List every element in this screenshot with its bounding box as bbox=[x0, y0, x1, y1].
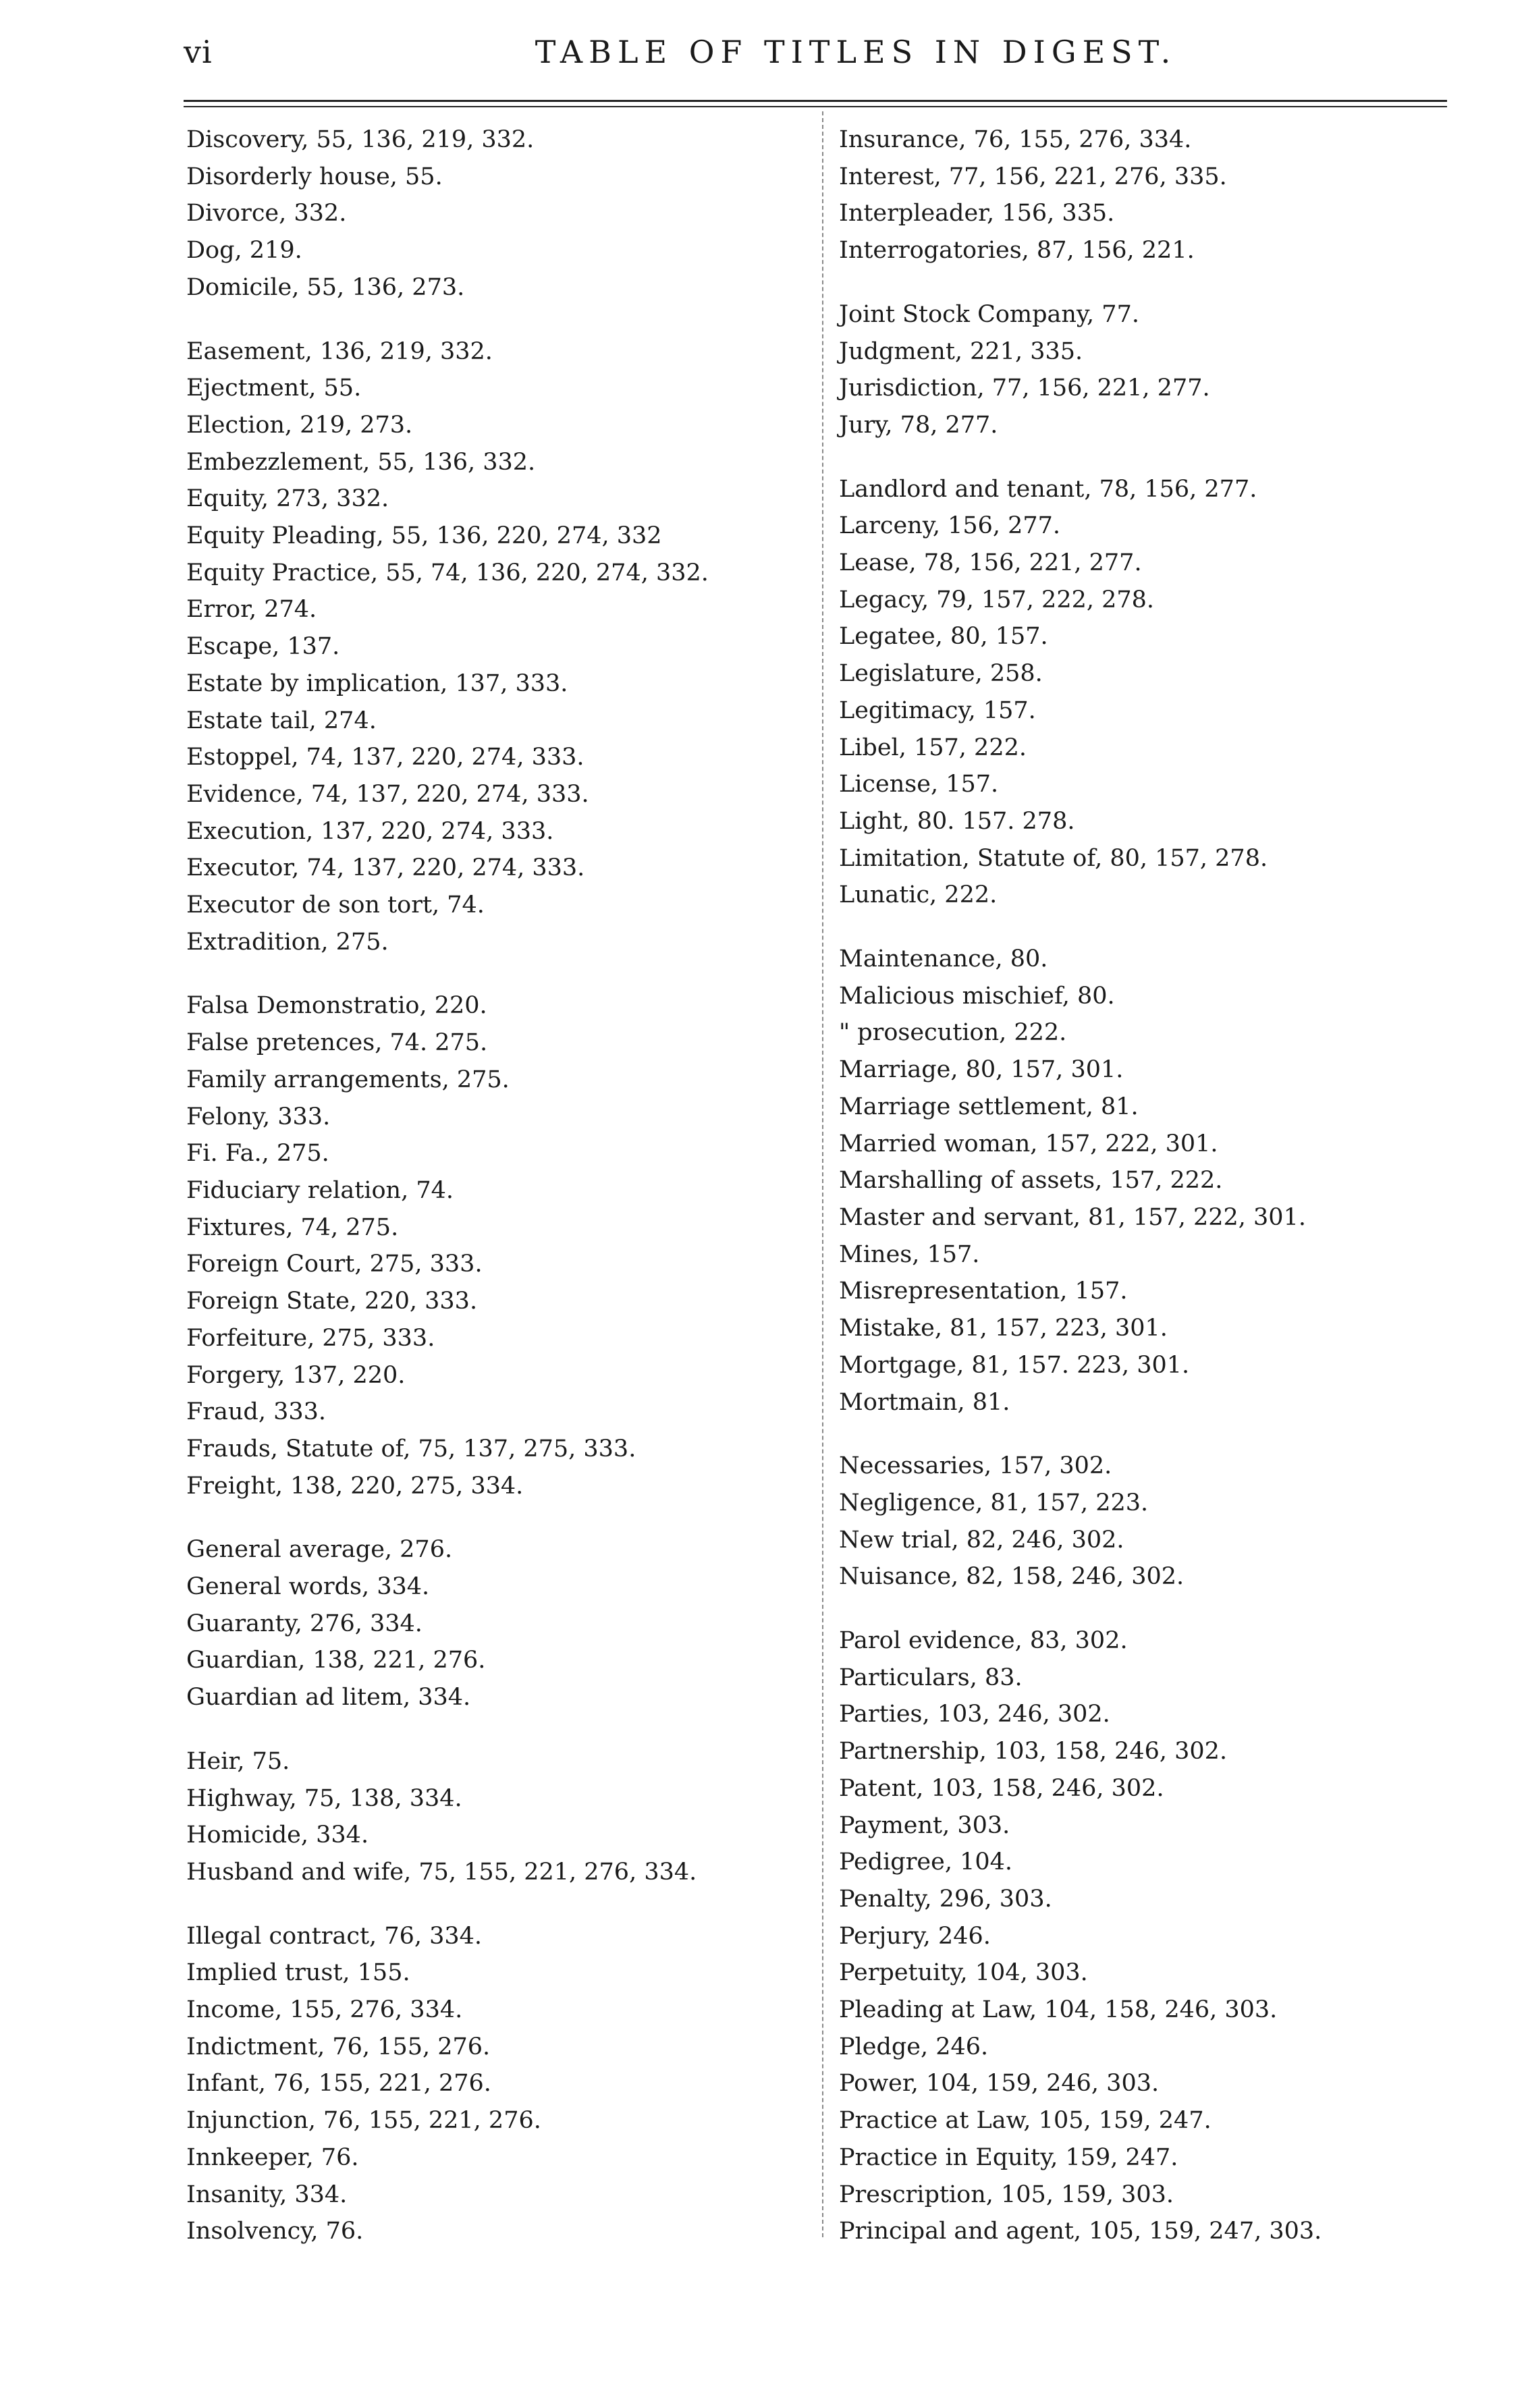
index-entry: Legitimacy, 157. bbox=[839, 696, 1036, 724]
index-entry: Legatee, 80, 157. bbox=[839, 623, 1048, 651]
index-entry: Maintenance, 80. bbox=[839, 946, 1048, 973]
index-entry: Homicide, 334. bbox=[186, 1822, 369, 1849]
index-entry: Principal and agent, 105, 159, 247, 303. bbox=[839, 2218, 1322, 2245]
index-group bbox=[839, 1448, 1446, 1595]
page-number: vi bbox=[184, 34, 213, 70]
index-group bbox=[186, 1743, 794, 1891]
index-entry: Family arrangements, 275. bbox=[186, 1066, 510, 1093]
index-entry: Embezzlement, 55, 136, 332. bbox=[186, 448, 536, 476]
index-entry: Limitation, Statute of, 80, 157, 278. bbox=[839, 844, 1268, 872]
index-entry: Necessaries, 157, 302. bbox=[839, 1452, 1112, 1480]
index-entry: Insolvency, 76. bbox=[186, 2218, 364, 2245]
index-entry: Discovery, 55, 136, 219, 332. bbox=[186, 126, 535, 153]
index-entry: Divorce, 332. bbox=[186, 200, 347, 227]
index-entry: Misrepresentation, 157. bbox=[839, 1278, 1128, 1305]
index-entry: Error, 274. bbox=[186, 596, 317, 624]
index-entry: Equity Practice, 55, 74, 136, 220, 274, 332. bbox=[186, 559, 709, 586]
index-entry: General words, 334. bbox=[186, 1573, 430, 1601]
header-rule bbox=[184, 100, 1447, 102]
index-entry: Partnership, 103, 158, 246, 302. bbox=[839, 1738, 1228, 1766]
index-entry: Perpetuity, 104, 303. bbox=[839, 1959, 1088, 1987]
index-entry: Pedigree, 104. bbox=[839, 1849, 1013, 1876]
index-entry: Interest, 77, 156, 221, 276, 335. bbox=[839, 163, 1227, 190]
index-entry: Power, 104, 159, 246, 303. bbox=[839, 2070, 1160, 2098]
index-entry: General average, 276. bbox=[186, 1536, 453, 1564]
index-entry: Practice in Equity, 159, 247. bbox=[839, 2143, 1178, 2171]
index-entry: Disorderly house, 55. bbox=[186, 163, 443, 190]
index-entry: Innkeeper, 76. bbox=[186, 2143, 359, 2171]
index-entry: Parties, 103, 246, 302. bbox=[839, 1701, 1110, 1728]
index-entry: License, 157. bbox=[839, 771, 999, 798]
index-group bbox=[186, 1531, 794, 1716]
index-entry: Negligence, 81, 157, 223. bbox=[839, 1489, 1149, 1516]
index-group bbox=[839, 471, 1446, 914]
index-entry: Legislature, 258. bbox=[839, 660, 1043, 688]
page-header bbox=[184, 34, 1447, 81]
index-entry: Married woman, 157, 222, 301. bbox=[839, 1130, 1218, 1157]
index-entry: Ejectment, 55. bbox=[186, 375, 362, 402]
index-entry: Foreign Court, 275, 333. bbox=[186, 1251, 483, 1278]
index-group bbox=[839, 296, 1446, 444]
index-entry: Judgment, 221, 335. bbox=[839, 337, 1083, 365]
index-entry: Payment, 303. bbox=[839, 1811, 1010, 1839]
index-entry: Marriage, 80, 157, 301. bbox=[839, 1056, 1124, 1084]
index-entry: Escape, 137. bbox=[186, 633, 340, 661]
index-entry: Mistake, 81, 157, 223, 301. bbox=[839, 1315, 1168, 1342]
index-entry: False pretences, 74. 275. bbox=[186, 1029, 488, 1057]
index-entry: Master and servant, 81, 157, 222, 301. bbox=[839, 1203, 1306, 1231]
index-entry: Practice at Law, 105, 159, 247. bbox=[839, 2107, 1212, 2135]
index-entry: Jurisdiction, 77, 156, 221, 277. bbox=[839, 375, 1210, 402]
index-entry: Jury, 78, 277. bbox=[839, 411, 998, 439]
index-group bbox=[186, 1918, 794, 2250]
index-entry: Forgery, 137, 220. bbox=[186, 1361, 406, 1389]
index-entry: Frauds, Statute of, 75, 137, 275, 333. bbox=[186, 1435, 636, 1462]
index-group bbox=[839, 1622, 1446, 2250]
index-entry: Pleading at Law, 104, 158, 246, 303. bbox=[839, 1996, 1278, 2024]
index-entry: Mortgage, 81, 157. 223, 301. bbox=[839, 1351, 1190, 1379]
index-entry: Illegal contract, 76, 334. bbox=[186, 1922, 483, 1950]
index-entry: Fraud, 333. bbox=[186, 1398, 327, 1426]
index-entry: Estate by implication, 137, 333. bbox=[186, 669, 568, 697]
index-entry: Estate tail, 274. bbox=[186, 707, 377, 734]
index-entry: Falsa Demonstratio, 220. bbox=[186, 992, 487, 1020]
index-entry: Interpleader, 156, 335. bbox=[839, 200, 1115, 227]
index-entry: Execution, 137, 220, 274, 333. bbox=[186, 817, 554, 845]
running-title: TABLE OF TITLES IN DIGEST. bbox=[535, 34, 1177, 70]
index-entry: Libel, 157, 222. bbox=[839, 734, 1027, 761]
index-entry: Prescription, 105, 159, 303. bbox=[839, 2181, 1174, 2208]
index-entry: Larceny, 156, 277. bbox=[839, 512, 1061, 540]
index-entry: Penalty, 296, 303. bbox=[839, 1885, 1052, 1913]
index-entry: Nuisance, 82, 158, 246, 302. bbox=[839, 1563, 1185, 1591]
index-entry: Injunction, 76, 155, 221, 276. bbox=[186, 2107, 541, 2135]
index-entry: Pledge, 246. bbox=[839, 2033, 989, 2060]
index-entry: Lunatic, 222. bbox=[839, 881, 998, 909]
index-group bbox=[186, 121, 794, 306]
index-group bbox=[839, 121, 1446, 269]
index-entry: Highway, 75, 138, 334. bbox=[186, 1784, 462, 1812]
index-entry: Malicious mischief, 80. bbox=[839, 982, 1115, 1010]
index-entry: Legacy, 79, 157, 222, 278. bbox=[839, 586, 1155, 613]
index-entry: Light, 80. 157. 278. bbox=[839, 807, 1075, 835]
index-entry: Election, 219, 273. bbox=[186, 411, 413, 439]
index-entry: Equity Pleading, 55, 136, 220, 274, 332 bbox=[186, 522, 662, 550]
index-entry: Estoppel, 74, 137, 220, 274, 333. bbox=[186, 744, 584, 771]
index-entry: Interrogatories, 87, 156, 221. bbox=[839, 237, 1195, 265]
index-entry: Executor de son tort, 74. bbox=[186, 892, 485, 919]
index-entry: Infant, 76, 155, 221, 276. bbox=[186, 2070, 491, 2098]
index-entry: Marriage settlement, 81. bbox=[839, 1093, 1139, 1120]
index-entry: Guardian, 138, 221, 276. bbox=[186, 1647, 486, 1674]
index-entry: Landlord and tenant, 78, 156, 277. bbox=[839, 475, 1257, 503]
index-entry: Mines, 157. bbox=[839, 1240, 980, 1268]
index-entry: Perjury, 246. bbox=[839, 1922, 991, 1950]
index-entry: Insanity, 334. bbox=[186, 2181, 348, 2208]
index-entry: Forfeiture, 275, 333. bbox=[186, 1324, 435, 1352]
index-group bbox=[839, 941, 1446, 1421]
index-entry: Extradition, 275. bbox=[186, 928, 389, 956]
index-entry: Equity, 273, 332. bbox=[186, 485, 389, 513]
index-entry: Parol evidence, 83, 302. bbox=[839, 1627, 1128, 1655]
index-entry: Felony, 333. bbox=[186, 1103, 331, 1130]
index-column-right bbox=[839, 121, 1446, 2277]
index-entry: Patent, 103, 158, 246, 302. bbox=[839, 1774, 1164, 1802]
index-entry: Domicile, 55, 136, 273. bbox=[186, 273, 465, 301]
index-column-left bbox=[186, 121, 794, 2277]
index-entry: Heir, 75. bbox=[186, 1747, 290, 1775]
index-entry: Particulars, 83. bbox=[839, 1664, 1023, 1691]
index-entry: Insurance, 76, 155, 276, 334. bbox=[839, 126, 1192, 153]
column-divider bbox=[822, 111, 823, 2237]
index-entry: Guaranty, 276, 334. bbox=[186, 1610, 423, 1637]
index-entry: Fi. Fa., 275. bbox=[186, 1140, 329, 1168]
index-entry: Easement, 136, 219, 332. bbox=[186, 337, 493, 365]
index-entry: " prosecution, 222. bbox=[839, 1019, 1067, 1047]
index-entry: Evidence, 74, 137, 220, 274, 333. bbox=[186, 780, 589, 808]
index-entry: Foreign State, 220, 333. bbox=[186, 1288, 478, 1315]
index-group bbox=[186, 333, 794, 961]
index-entry: Marshalling of assets, 157, 222. bbox=[839, 1167, 1223, 1195]
index-group bbox=[186, 987, 794, 1504]
index-entry: Executor, 74, 137, 220, 274, 333. bbox=[186, 854, 585, 882]
index-entry: Implied trust, 155. bbox=[186, 1959, 410, 1987]
index-entry: Husband and wife, 75, 155, 221, 276, 334. bbox=[186, 1858, 697, 1886]
index-entry: Indictment, 76, 155, 276. bbox=[186, 2033, 491, 2060]
index-entry: Guardian ad litem, 334. bbox=[186, 1684, 471, 1712]
index-entry: Fixtures, 74, 275. bbox=[186, 1213, 399, 1241]
index-entry: Freight, 138, 220, 275, 334. bbox=[186, 1472, 524, 1500]
header-rule-thin bbox=[184, 106, 1447, 107]
index-entry: Joint Stock Company, 77. bbox=[839, 300, 1139, 328]
index-entry: Income, 155, 276, 334. bbox=[186, 1996, 463, 2024]
index-entry: Fiduciary relation, 74. bbox=[186, 1176, 454, 1204]
index-entry: Mortmain, 81. bbox=[839, 1388, 1010, 1416]
index-entry: Dog, 219. bbox=[186, 237, 302, 265]
index-entry: Lease, 78, 156, 221, 277. bbox=[839, 549, 1142, 577]
index-entry: New trial, 82, 246, 302. bbox=[839, 1526, 1124, 1554]
